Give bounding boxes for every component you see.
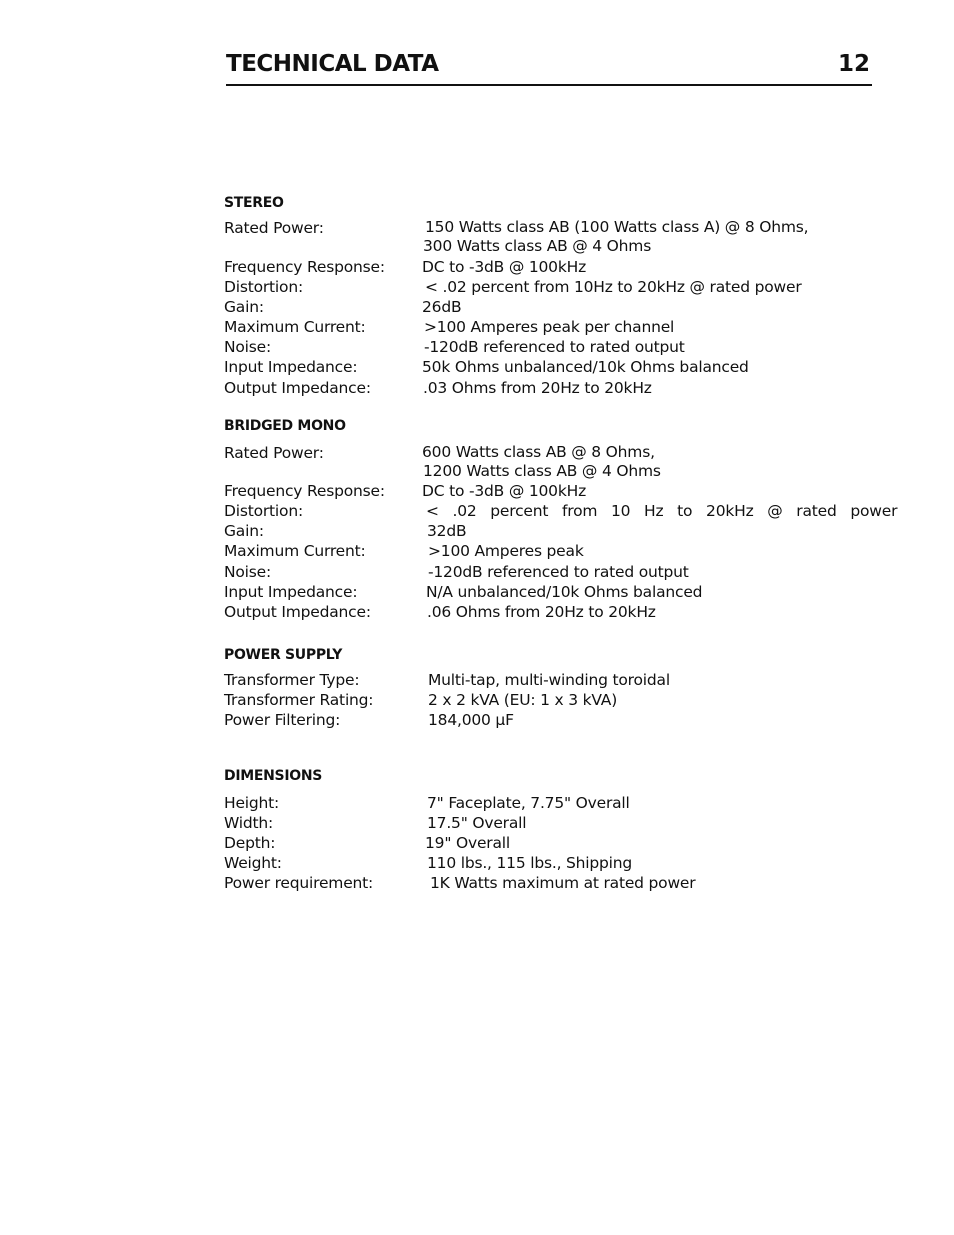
spec-value: 1K Watts maximum at rated power: [430, 874, 696, 892]
spec-value: Multi-tap, multi-winding toroidal: [428, 671, 670, 689]
spec-label: Gain:: [224, 522, 264, 540]
spec-row: [224, 710, 864, 730]
spec-label: Frequency Response:: [224, 258, 385, 276]
spec-row: [224, 443, 864, 481]
spec-value: >100 Amperes peak: [428, 542, 584, 560]
spec-row: [224, 793, 864, 813]
spec-label: Distortion:: [224, 278, 303, 296]
page-title: TECHNICAL DATA: [226, 51, 439, 77]
spec-value: 184,000 µF: [428, 711, 514, 729]
spec-row: [224, 218, 864, 257]
spec-value: .03 Ohms from 20Hz to 20kHz: [423, 379, 652, 397]
spec-label: Maximum Current:: [224, 318, 366, 336]
page-header: [226, 50, 872, 86]
spec-label: Input Impedance:: [224, 358, 358, 376]
spec-label: Frequency Response:: [224, 482, 385, 500]
spec-row: [224, 357, 864, 377]
spec-value: 17.5" Overall: [427, 814, 527, 832]
stereo-section: [224, 194, 864, 398]
spec-row: [224, 813, 864, 833]
power-supply-heading: POWER SUPPLY: [224, 647, 343, 663]
spec-label: Noise:: [224, 563, 272, 581]
spec-value: .06 Ohms from 20Hz to 20kHz: [427, 603, 656, 621]
spec-label: Noise:: [224, 338, 272, 356]
spec-value: DC to -3dB @ 100kHz: [422, 258, 587, 276]
spec-label: Distortion:: [224, 502, 303, 520]
spec-row: [224, 481, 864, 501]
spec-value-line2: 1200 Watts class AB @ 4 Ohms: [423, 462, 661, 480]
spec-label: Transformer Type:: [224, 671, 360, 689]
spec-value: N/A unbalanced/10k Ohms balanced: [426, 583, 703, 601]
spec-value: 19" Overall: [425, 834, 510, 852]
spec-value: >100 Amperes peak per channel: [424, 318, 675, 336]
spec-label: Weight:: [224, 854, 282, 872]
spec-label: Output Impedance:: [224, 379, 371, 397]
spec-value: 50k Ohms unbalanced/10k Ohms balanced: [422, 358, 749, 376]
spec-label: Transformer Rating:: [224, 691, 374, 709]
spec-value: 150 Watts class AB (100 Watts class A) @ 8 Ohms,: [425, 218, 809, 236]
spec-row: [224, 277, 864, 297]
spec-label: Rated Power:: [224, 444, 324, 462]
spec-row: [224, 873, 864, 893]
spec-row: [224, 521, 864, 541]
spec-row: [224, 337, 864, 357]
page-number: 12: [837, 51, 870, 77]
dimensions-section: [224, 767, 864, 893]
stereo-heading: STEREO: [224, 195, 284, 211]
bridged-mono-heading: BRIDGED MONO: [224, 418, 346, 434]
spec-label: Output Impedance:: [224, 603, 371, 621]
spec-row: [224, 833, 864, 853]
bridged-mono-section: [224, 417, 898, 622]
spec-value: 32dB: [427, 522, 467, 540]
spec-row: [224, 501, 898, 521]
spec-value: < .02 percent from 10 Hz to 20kHz @ rated power: [426, 502, 898, 520]
spec-value: 26dB: [422, 298, 462, 316]
spec-label: Input Impedance:: [224, 583, 358, 601]
spec-label: Gain:: [224, 298, 264, 316]
spec-row: [224, 582, 864, 602]
spec-label: Maximum Current:: [224, 542, 366, 560]
spec-value: 7" Faceplate, 7.75" Overall: [427, 794, 630, 812]
spec-value: -120dB referenced to rated output: [424, 338, 685, 356]
spec-label: Power Filtering:: [224, 711, 341, 729]
spec-value: < .02 percent from 10Hz to 20kHz @ rated power: [425, 278, 802, 296]
spec-value-line2: 300 Watts class AB @ 4 Ohms: [423, 237, 652, 255]
spec-label: Height:: [224, 794, 280, 812]
spec-value: 110 lbs., 115 lbs., Shipping: [427, 854, 633, 872]
dimensions-heading: DIMENSIONS: [224, 768, 323, 784]
spec-value: 2 x 2 kVA (EU: 1 x 3 kVA): [428, 691, 618, 709]
spec-label: Power requirement:: [224, 874, 374, 892]
spec-row: [224, 562, 864, 582]
spec-row: [224, 297, 864, 317]
spec-row: [224, 378, 864, 398]
spec-row: [224, 257, 864, 277]
spec-row: [224, 317, 864, 337]
spec-label: Rated Power:: [224, 219, 324, 237]
spec-value: 600 Watts class AB @ 8 Ohms,: [422, 443, 655, 461]
spec-row: [224, 853, 864, 873]
spec-value: -120dB referenced to rated output: [428, 563, 689, 581]
spec-value: DC to -3dB @ 100kHz: [422, 482, 587, 500]
spec-row: [224, 602, 864, 622]
spec-row: [224, 690, 864, 710]
spec-row: [224, 541, 864, 561]
power-supply-section: [224, 646, 864, 730]
spec-label: Width:: [224, 814, 274, 832]
spec-row: [224, 670, 864, 690]
spec-label: Depth:: [224, 834, 276, 852]
